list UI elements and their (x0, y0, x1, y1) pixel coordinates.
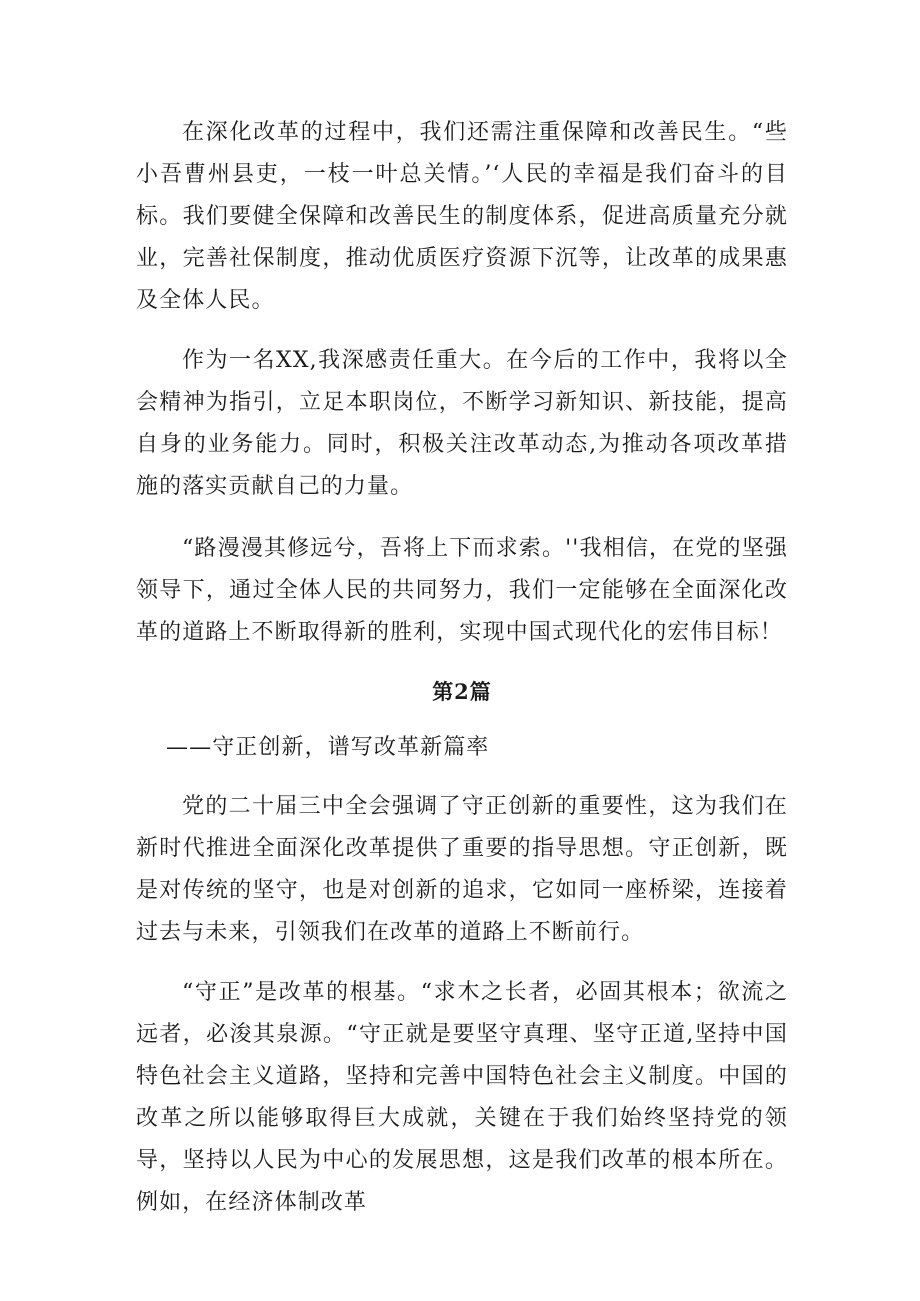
section-heading: 第2篇 (432, 679, 492, 704)
paragraph-innovation-intro: 党的二十届三中全会强调了守正创新的重要性，这为我们在新时代推进全面深化改革提供了重要的指导思想。守正创新，既是对传统的坚守，也是对创新的追求，它如同一座桥梁，连接着过去与未来，引领我们在改革的道路上不断前行。 (136, 794, 788, 945)
document-body (136, 112, 788, 1224)
paragraph-livelihood: 在深化改革的过程中，我们还需注重保障和改善民生。“些小吾曹州县吏，一枝一叶总关情。’‘人民的幸福是我们奋斗的目标。我们要健全保障和改善民生的制度体系，促进高质量充分就业，完善社保制度，推动优质医疗资源下沉等，让改革的成果惠及全体人民。 (136, 120, 788, 313)
section-subtitle: ——守正创新，谱写改革新篇率 (166, 735, 490, 760)
paragraph-foundation: “守正”是改革的根基。“求木之长者，必固其根本；欲流之远者，必浚其泉源。“守正就是要坚守真理、坚守正道,坚持中国特色社会主义道路，坚持和完善中国特色社会主义制度。中国的改革之所以能够取得巨大成就，关键在于我们始终坚持党的领导，坚持以人民为中心的发展思想，这是我们改革的根本所在。例如，在经济体制改革 (136, 980, 788, 1215)
paragraph-responsibility: 作为一名XX,我深感责任重大。在今后的工作中，我将以全会精神为指引，立足本职岗位，不断学习新知识、新技能，提高自身的业务能力。同时，积极关注改革动态,为推动各项改革措施的落实贡献自己的力量。 (136, 348, 788, 499)
paragraph-quote-conclusion: “路漫漫其修远兮，吾将上下而求索。''我相信，在党的坚强领导下，通过全体人民的共同努力，我们一定能够在全面深化改革的道路上不断取得新的胜利，实现中国式现代化的宏伟目标！ (136, 536, 788, 645)
